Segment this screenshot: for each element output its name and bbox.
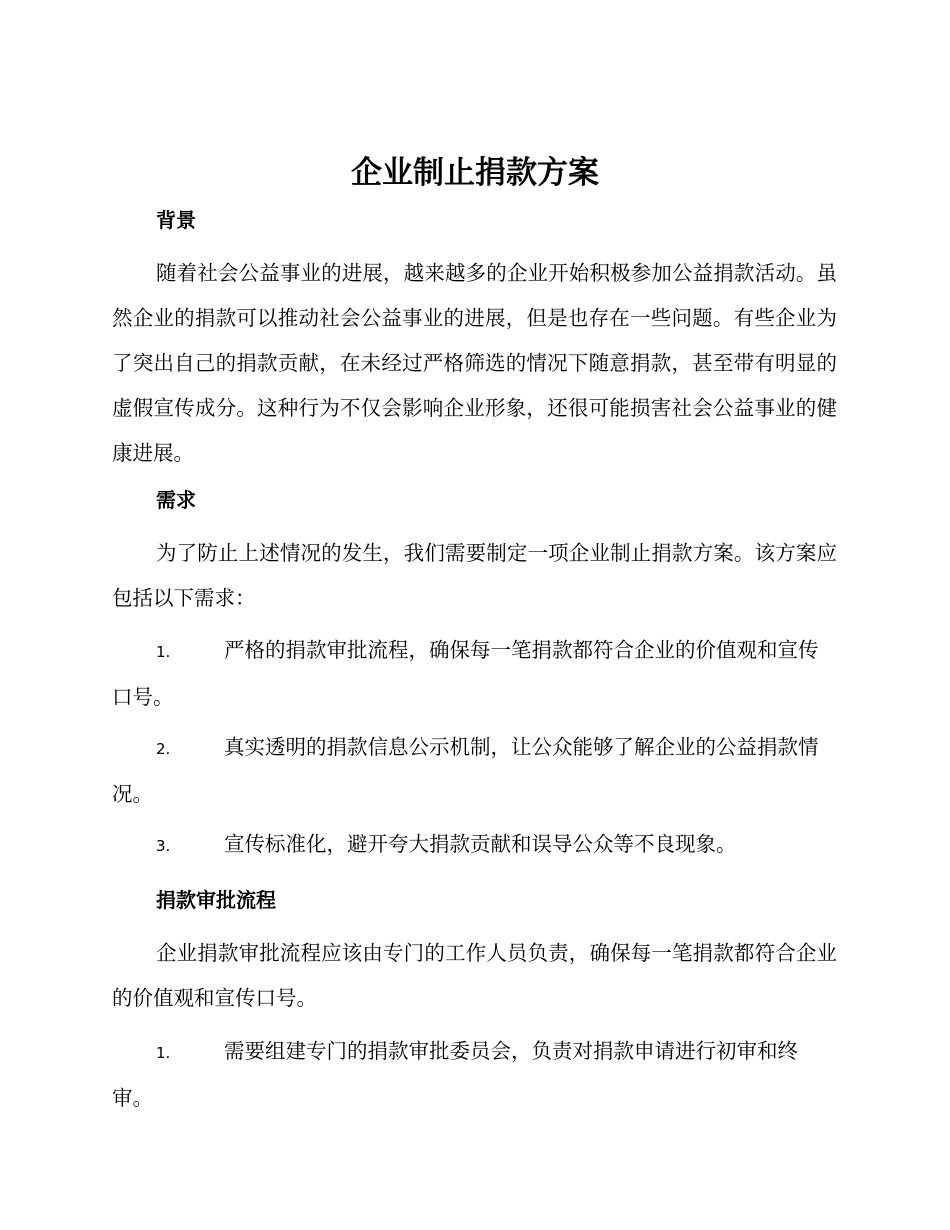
list-item xyxy=(112,725,837,817)
section-heading-approval-process: 捐款审批流程 xyxy=(156,888,276,912)
list-item-text: 严格的捐款审批流程，确保每一笔捐款都符合企业的价值观和宣传口号。 xyxy=(112,638,819,709)
list-item-number: 1. xyxy=(156,643,171,661)
section-heading-background: 背景 xyxy=(156,208,196,232)
list-item-number: 2. xyxy=(156,740,171,758)
list-item-text: 真实透明的捐款信息公示机制，让公众能够了解企业的公益捐款情况。 xyxy=(112,735,819,806)
paragraph-background: 随着社会公益事业的进展，越来越多的企业开始积极参加公益捐款活动。虽然企业的捐款可以推动社会公益事业的进展，但是也存在一些问题。有些企业为了突出自己的捐款贡献，在未经过严格筛选的情况下随意捐款，甚至带有明显的虚假宣传成分。这种行为不仅会影响企业形象，还很可能损害社会公益事业的健康进展。 xyxy=(112,261,837,465)
list-item xyxy=(112,1029,837,1121)
document-title: 企业制止捐款方案 xyxy=(351,155,599,191)
list-item-text: 宣传标准化，避开夸大捐款贡献和误导公众等不良现象。 xyxy=(224,832,737,856)
list-item-number: 1. xyxy=(156,1044,171,1062)
list-item xyxy=(112,628,837,720)
list-item-number: 3. xyxy=(156,837,171,855)
paragraph-approval-process: 企业捐款审批流程应该由专门的工作人员负责，确保每一笔捐款都符合企业的价值观和宣传口号。 xyxy=(112,941,837,1010)
list-item-text: 需要组建专门的捐款审批委员会，负责对捐款申请进行初审和终审。 xyxy=(112,1039,798,1110)
list-item xyxy=(112,822,837,869)
paragraph-requirements: 为了防止上述情况的发生，我们需要制定一项企业制止捐款方案。该方案应包括以下需求： xyxy=(112,541,837,610)
section-heading-requirements: 需求 xyxy=(156,488,196,512)
